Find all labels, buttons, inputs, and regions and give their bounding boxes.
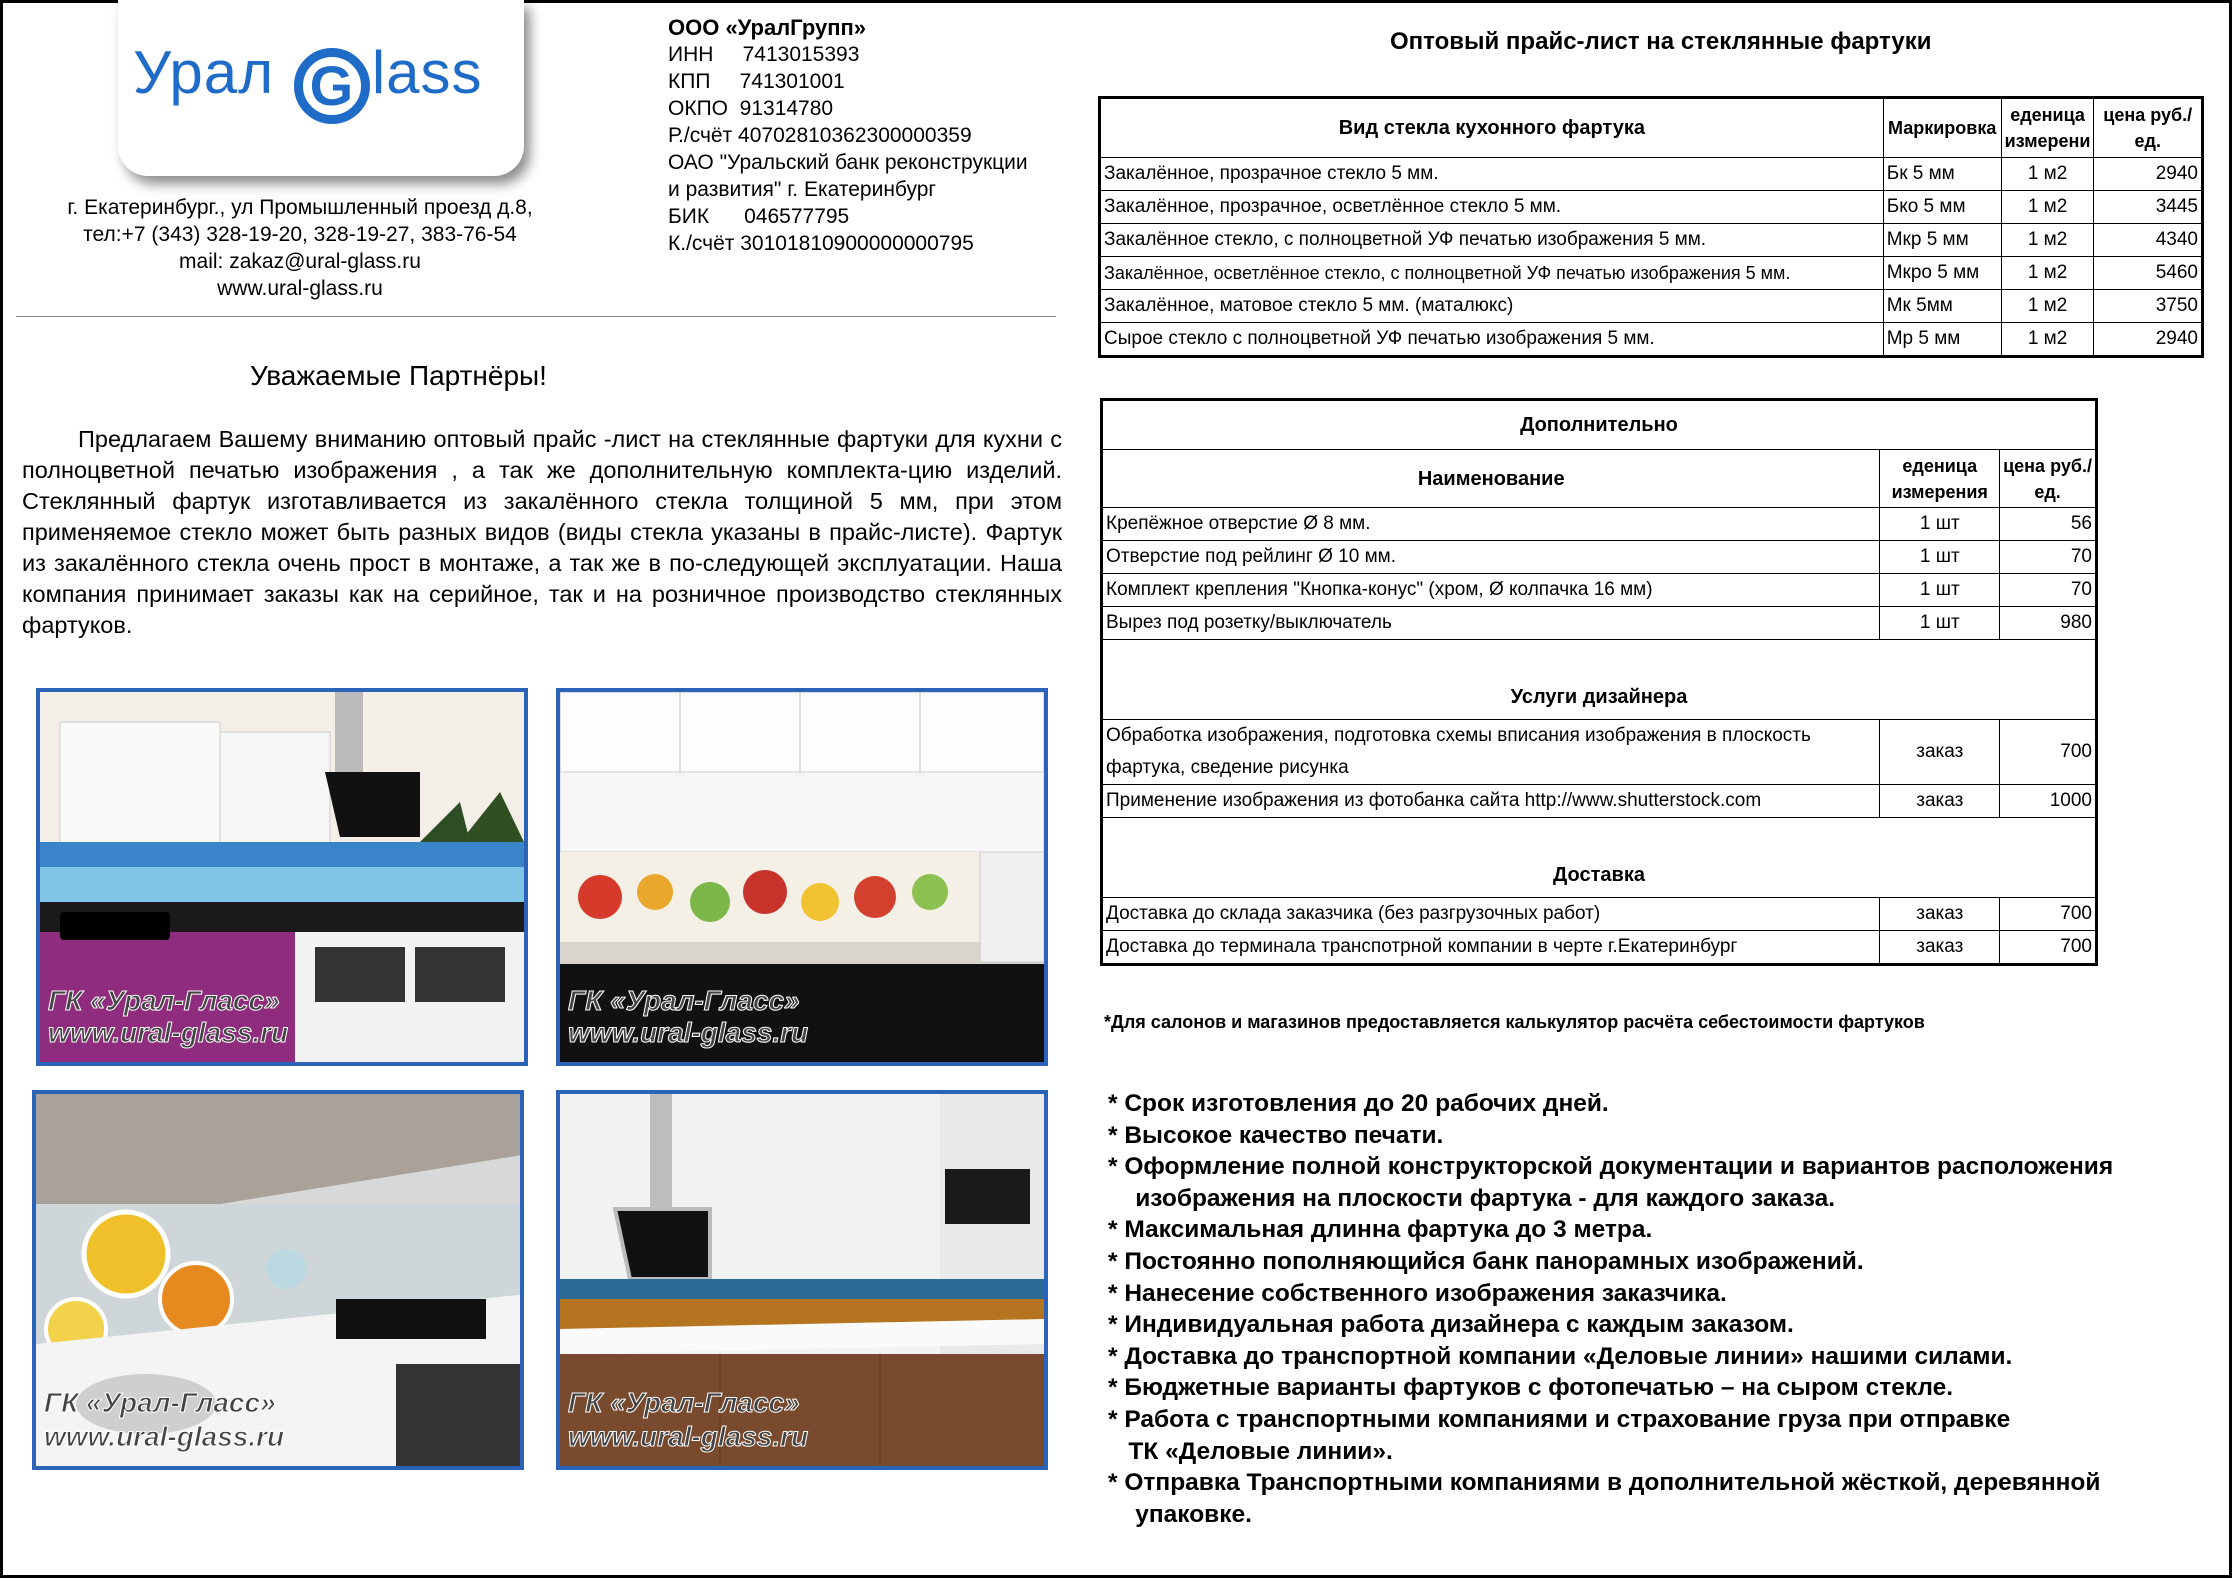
row-price: 5460 bbox=[2094, 257, 2203, 290]
row-unit: заказ bbox=[1880, 720, 2000, 785]
company-name: ООО «УралГрупп» bbox=[668, 15, 867, 40]
row-unit: 1 м2 bbox=[2001, 290, 2094, 323]
email-line[interactable]: mail: zakaz@ural-glass.ru bbox=[179, 250, 421, 273]
table-row bbox=[1100, 257, 2203, 290]
list-item: * Срок изготовления до 20 рабочих дней. bbox=[1108, 1090, 1609, 1117]
row-marking: Бко 5 мм bbox=[1883, 191, 2001, 224]
table-row bbox=[1102, 720, 2097, 785]
table-row bbox=[1100, 323, 2203, 357]
calculator-note: *Для салонов и магазинов предоставляется калькулятор расчёта себестоимости фартуков bbox=[1104, 1012, 1925, 1032]
row-marking: Мкр 5 мм bbox=[1883, 224, 2001, 257]
table-row bbox=[1100, 158, 2203, 191]
row-unit: 1 шт bbox=[1880, 574, 2000, 607]
price-table bbox=[1098, 96, 2204, 358]
row-price: 70 bbox=[2000, 574, 2097, 607]
list-item: * Нанесение собственного изображения заказчика. bbox=[1108, 1279, 1727, 1307]
intro-paragraph: Предлагаем Вашему вниманию оптовый прайс -лист на стеклянные фартуки для кухни с полноцветной печатью изображения , а так же дополнительную комплекта-цию изделий. Стеклянный фартук изготавливается из закалённого стекла толщиной 5 мм, при этом применяемое стекло может быть разных видов (виды стекла указаны в прайс-листе). Фартук из закалённого стекла очень прост в монтаже, а так же в по-следующей эксплуатации. Наша компания принимает заказы как на серийное, так и на розничное производство стеклянных фартуков. bbox=[22, 426, 1062, 638]
list-item: * Бюджетные варианты фартуков с фотопечатью – на сыром стекле. bbox=[1108, 1374, 1954, 1402]
kitchen-photo-3 bbox=[32, 1090, 524, 1470]
table-row bbox=[1100, 290, 2203, 323]
watermark-company: ГК «Урал-Гласс» bbox=[48, 985, 280, 1016]
row-name: Закалённое, матовое стекло 5 мм. (маталюкс) bbox=[1100, 290, 1884, 323]
row-unit: 1 шт bbox=[1880, 607, 2000, 640]
row-price: 4340 bbox=[2094, 224, 2203, 257]
company-line-bank: ОАО "Уральский банк реконструкции bbox=[668, 151, 1028, 174]
header-price: цена руб./ед. bbox=[2094, 98, 2203, 158]
row-marking: Бк 5 мм bbox=[1883, 158, 2001, 191]
table-row bbox=[1102, 607, 2097, 640]
row-name: Вырез под розетку/выключатель bbox=[1102, 607, 1880, 640]
row-unit: 1 м2 bbox=[2001, 257, 2094, 290]
list-item: упаковке. bbox=[1108, 1500, 1252, 1528]
row-name: Закалённое, прозрачное, осветлённое стекло 5 мм. bbox=[1100, 191, 1884, 224]
row-unit: 1 шт bbox=[1880, 508, 2000, 541]
phone-line: тел:+7 (343) 328-19-20, 328-19-27, 383-76-54 bbox=[83, 223, 517, 246]
logo-text bbox=[133, 38, 483, 124]
watermark-company: ГК «Урал-Гласс» bbox=[568, 985, 800, 1016]
row-name bbox=[1102, 720, 1880, 785]
list-item: * Высокое качество печати. bbox=[1108, 1121, 1444, 1149]
company-line-okpo: ОКПО 91314780 bbox=[668, 97, 834, 120]
table-row bbox=[1100, 191, 2203, 224]
row-price: 2940 bbox=[2094, 158, 2203, 191]
watermark-company: ГК «Урал-Гласс» bbox=[44, 1387, 276, 1418]
row-unit: 1 м2 bbox=[2001, 323, 2094, 357]
company-line-bik: БИК 046577795 bbox=[668, 205, 850, 228]
company-line-corr-account: К./счёт 30101810900000000795 bbox=[668, 232, 974, 255]
price-table-header bbox=[1100, 98, 2203, 158]
list-item: * Работа с транспортными компаниями и страхование груза при отправке bbox=[1108, 1405, 2011, 1433]
row-name: Крепёжное отверстие Ø 8 мм. bbox=[1102, 508, 1880, 541]
kitchen-photo-4 bbox=[556, 1090, 1048, 1470]
list-item: * Постоянно пополняющийся банк панорамных изображений. bbox=[1108, 1247, 1864, 1275]
header-marking: Маркировка bbox=[1883, 98, 2001, 158]
watermark-url: www.ural-glass.ru bbox=[44, 1421, 285, 1452]
header-price: цена руб./ед. bbox=[2000, 450, 2097, 508]
benefits-list bbox=[1108, 1088, 2218, 1530]
kitchen-photo-2 bbox=[556, 688, 1048, 1066]
row-unit: 1 шт bbox=[1880, 541, 2000, 574]
list-item: * Отправка Транспортными компаниями в дополнительной жёсткой, деревянной bbox=[1108, 1469, 2101, 1497]
row-marking: Мк 5мм bbox=[1883, 290, 2001, 323]
table-row bbox=[1102, 898, 2097, 931]
watermark-url: www.ural-glass.ru bbox=[48, 1017, 289, 1048]
row-name: Применение изображения из фотобанка сайта http://www.shutterstock.com bbox=[1102, 785, 1880, 818]
extras-header bbox=[1102, 450, 2097, 508]
watermark-company: ГК «Урал-Гласс» bbox=[568, 1387, 800, 1418]
row-name: Доставка до терминала транспотрной компании в черте г.Екатеринбург bbox=[1102, 931, 1880, 965]
divider bbox=[16, 316, 1056, 317]
table-row bbox=[1100, 224, 2203, 257]
delivery-section-title: Доставка bbox=[1102, 818, 2097, 898]
row-price: 56 bbox=[2000, 508, 2097, 541]
greeting-heading: Уважаемые Партнёры! bbox=[250, 360, 547, 391]
row-marking: Мкро 5 мм bbox=[1883, 257, 2001, 290]
row-price: 3445 bbox=[2094, 191, 2203, 224]
logo-g-mark: G bbox=[294, 48, 370, 124]
header-glass-type: Вид стекла кухонного фартука bbox=[1100, 98, 1884, 158]
row-name: Закалённое, осветлённое стекло, с полноцветной УФ печатью изображения 5 мм. bbox=[1100, 257, 1884, 290]
table-row bbox=[1102, 541, 2097, 574]
list-item: * Оформление полной конструкторской документации и вариантов расположения bbox=[1108, 1153, 2114, 1181]
price-list-title: Оптовый прайс-лист на стеклянные фартуки bbox=[1390, 28, 1932, 55]
list-item: * Максимальная длинна фартука до 3 метра. bbox=[1108, 1216, 1653, 1244]
row-price: 980 bbox=[2000, 607, 2097, 640]
company-line-inn: ИНН 7413015393 bbox=[668, 43, 860, 66]
company-line-kpp: КПП 741301001 bbox=[668, 70, 845, 93]
row-name: Закалённое, прозрачное стекло 5 мм. bbox=[1100, 158, 1884, 191]
table-row bbox=[1102, 574, 2097, 607]
row-price: 700 bbox=[2000, 931, 2097, 965]
row-name: Отверстие под рейлинг Ø 10 мм. bbox=[1102, 541, 1880, 574]
row-name-line-2: фартука, сведение рисунка bbox=[1106, 757, 1349, 778]
row-name: Доставка до склада заказчика (без разгрузочных работ) bbox=[1102, 898, 1880, 931]
extras-table bbox=[1100, 398, 2098, 966]
row-name: Сырое стекло с полноцветной УФ печатью изображения 5 мм. bbox=[1100, 323, 1884, 357]
website-link[interactable]: www.ural-glass.ru bbox=[217, 277, 383, 300]
designer-section-title: Услуги дизайнера bbox=[1102, 640, 2097, 720]
row-name: Закалённое стекло, с полноцветной УФ печатью изображения 5 мм. bbox=[1100, 224, 1884, 257]
row-marking: Мр 5 мм bbox=[1883, 323, 2001, 357]
list-item: ТК «Деловые линии». bbox=[1108, 1437, 1393, 1465]
row-unit: заказ bbox=[1880, 898, 2000, 931]
row-name-line-1: Обработка изображения, подготовка схемы вписания изображения в плоскость bbox=[1106, 725, 1811, 746]
header-name: Наименование bbox=[1102, 450, 1880, 508]
row-unit: заказ bbox=[1880, 785, 2000, 818]
header-unit: еденица измерения bbox=[1880, 450, 2000, 508]
watermark-url: www.ural-glass.ru bbox=[568, 1421, 809, 1452]
watermark-url: www.ural-glass.ru bbox=[568, 1017, 809, 1048]
logo bbox=[118, 0, 524, 176]
row-price: 3750 bbox=[2094, 290, 2203, 323]
list-item: * Индивидуальная работа дизайнера с каждым заказом. bbox=[1108, 1311, 1794, 1339]
company-line-bank-2: и развития" г. Екатеринбург bbox=[668, 178, 937, 201]
logo-part-left: Урал bbox=[133, 39, 275, 106]
row-price: 2940 bbox=[2094, 323, 2203, 357]
list-item: * Доставка до транспортной компании «Деловые линии» нашими силами. bbox=[1108, 1342, 2013, 1370]
table-row bbox=[1102, 785, 2097, 818]
row-name: Комплект крепления "Кнопка-конус" (хром, Ø колпачка 16 мм) bbox=[1102, 574, 1880, 607]
list-item: изображения на плоскости фартука - для каждого заказа. bbox=[1108, 1184, 1835, 1212]
table-row bbox=[1102, 508, 2097, 541]
header-unit: еденица измерени bbox=[2001, 98, 2094, 158]
row-price: 700 bbox=[2000, 898, 2097, 931]
company-details bbox=[668, 14, 1088, 257]
row-unit: заказ bbox=[1880, 931, 2000, 965]
address-line: г. Екатеринбург., ул Промышленный проезд д.8, bbox=[67, 196, 533, 219]
row-unit: 1 м2 bbox=[2001, 224, 2094, 257]
row-price: 700 bbox=[2000, 720, 2097, 785]
contacts-block bbox=[40, 194, 560, 302]
row-unit: 1 м2 bbox=[2001, 158, 2094, 191]
row-price: 1000 bbox=[2000, 785, 2097, 818]
table-row bbox=[1102, 931, 2097, 965]
row-unit: 1 м2 bbox=[2001, 191, 2094, 224]
logo-part-right: lass bbox=[371, 39, 483, 106]
row-price: 70 bbox=[2000, 541, 2097, 574]
extras-title: Дополнительно bbox=[1102, 400, 2097, 450]
company-line-account: Р./счёт 40702810362300000359 bbox=[668, 124, 972, 147]
kitchen-photo-1 bbox=[36, 688, 528, 1066]
